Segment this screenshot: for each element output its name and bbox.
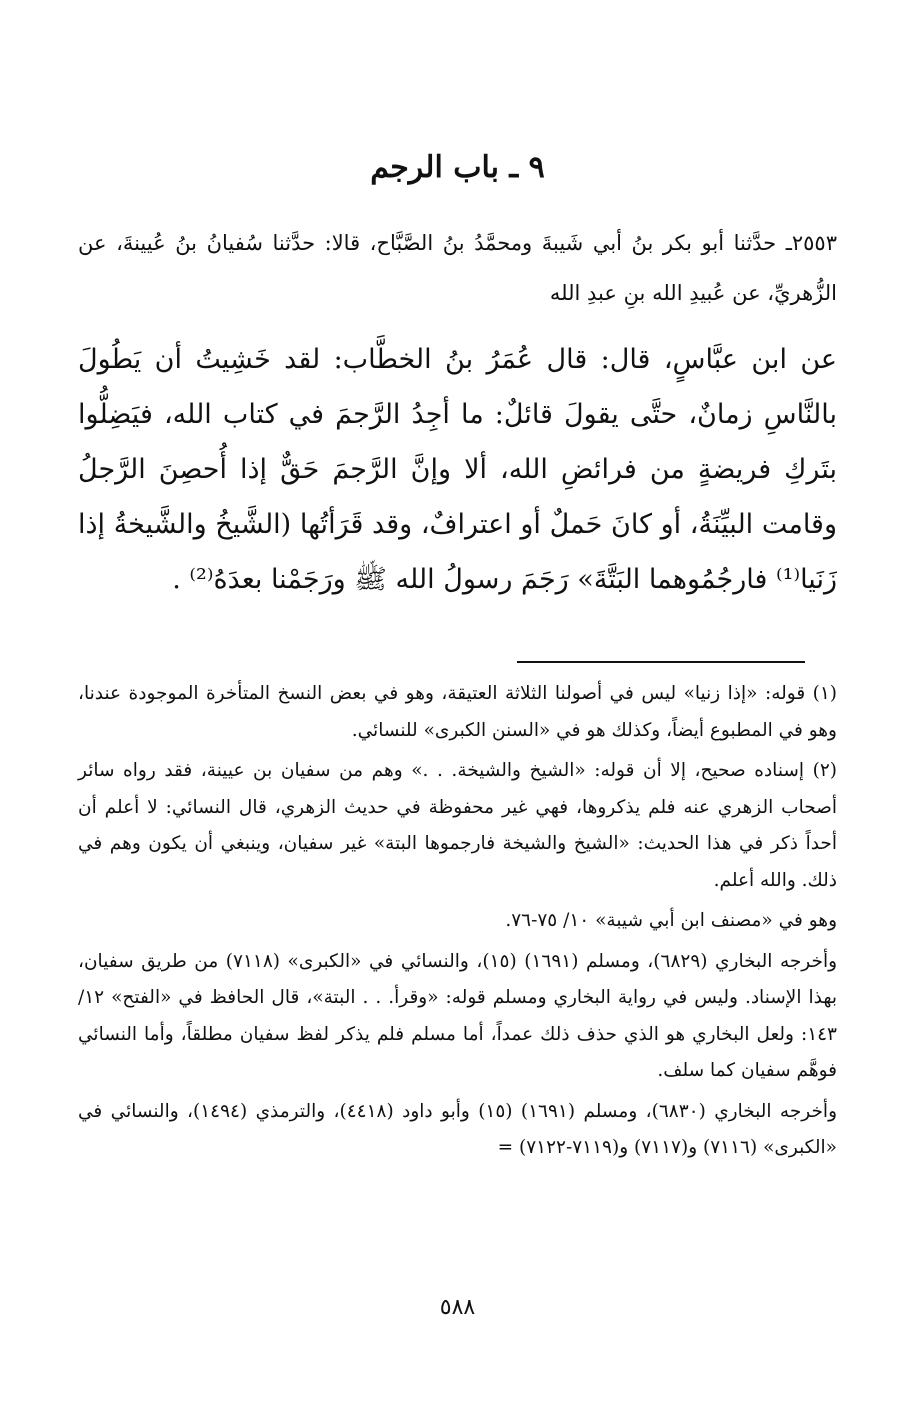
footnote-2-source: وهو في «مصنف ابن أبي شيبة» ١٠/ ٧٥-٧٦. (505, 910, 837, 931)
hadith-matn: عن ابن عبَّاسٍ، قال: قال عُمَرُ بنُ الخطَّاب: لقد خَشِيتُ أن يَطُولَ بالنَّاسِ زمانٌ، حتَّى يقولَ قائلٌ: ما أجِدُ الرَّجمَ في كتاب الله، فيَضِلُّوا بتَركِ فريضةٍ من فرائضِ الله، ألا وإنَّ الرَّجمَ حَقٌّ إذا أُحصِنَ الرَّجلُ وقامت البيِّنَةُ، أو كانَ حَملٌ أو اعترافٌ، وقد قَرَأتُها (الشَّيخُ والشَّيخةُ إذا زَنَيا⁽¹⁾ فارجُمُوهما البَتَّةَ» رَجَمَ رسولُ الله ﷺ ورَجَمْنا بعدَهُ⁽²⁾ . (78, 344, 837, 595)
footnote-2-takhrij-2: وأخرجه البخاري (٦٨٣٠)، ومسلم (١٦٩١) (١٥) وأبو داود (٤٤١٨)، والترمذي (١٤٩٤)، والنسائي في «الكبرى» (٧١١٦) و(٧١١٧) و(٧١١٩-٧١٢٢) = (78, 1100, 837, 1158)
footnote-1: (١) قوله: «إذا زنيا» ليس في أصولنا الثلاثة العتيقة، وهو في بعض النسخ المتأخرة الموجودة عندنا، وهو في المطبوع أيضاً، وكذلك هو في «السنن الكبرى» للنسائي. (78, 683, 837, 741)
footnotes (78, 676, 837, 1171)
chapter-title: ٩ ـ باب الرجم (370, 150, 545, 185)
page-number: ٥٨٨ (439, 1295, 476, 1320)
footnote-2: (٢) إسناده صحيح، إلا أن قوله: «الشيخ والشيخة. . .» وهم من سفيان بن عيينة، فقد رواه سائر أصحاب الزهري عنه فلم يذكروها، فهي غير محفوظة في حديث الزهري، قال النسائي: لا أعلم أن أحداً ذكر في هذا الحديث: «الشيخ والشيخة فارجموها البتة» غير سفيان، وينبغي أن يكون وهم في ذلك. والله أعلم. (78, 760, 837, 891)
hadith-isnad: ٢٥٥٣ـ حدَّثنا أبو بكر بنُ أبي شَيبةَ ومحمَّدُ بنُ الصَّبَّاح، قالا: حدَّثنا سُفيانُ بنُ عُيينةَ، عن الزُّهريِّ، عن عُبيدِ الله بنِ عبدِ الله (78, 231, 837, 305)
footnote-2-takhrij-1: وأخرجه البخاري (٦٨٢٩)، ومسلم (١٦٩١) (١٥)، والنسائي في «الكبرى» (٧١١٨) من طريق سفيان، بهذا الإسناد. وليس في رواية البخاري ومسلم قوله: «وقرأ. . . البتة»، قال الحافظ في «الفتح» ١٢/ ١٤٣: ولعل البخاري هو الذي حذف ذلك عمداً، أما مسلم فلم يذكر لفظ سفيان مطلقاً، وأما النسائي فوهَّم سفيان كما سلف. (78, 950, 838, 1081)
footnote-divider (517, 661, 805, 663)
